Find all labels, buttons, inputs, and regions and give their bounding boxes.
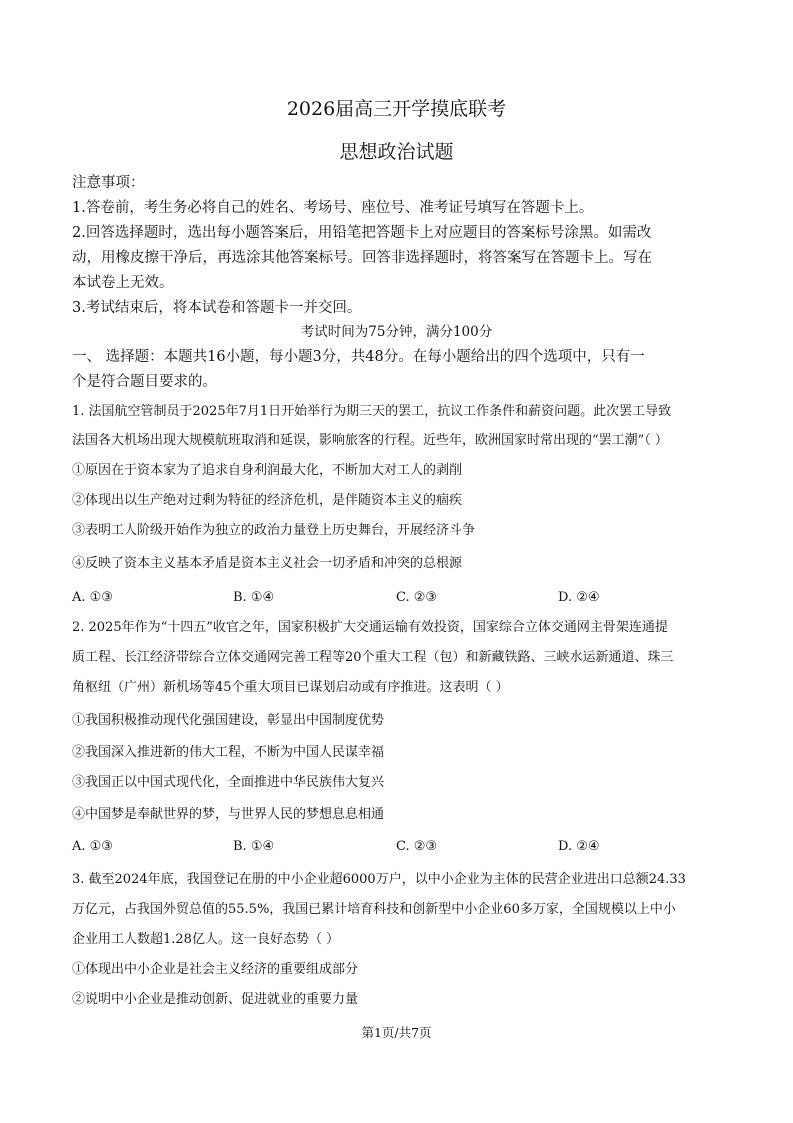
question-2-stem: 2. 2025年作为“十四五”收官之年，国家积极扩大交通运输有效投资，国家综合立体交通网主骨架连通提: [72, 620, 668, 635]
notice-item: 3.考试结束后，将本试卷和答题卡一并交回。: [72, 300, 362, 316]
question-1-statement: ④反映了资本主义基本矛盾是资本主义社会一切矛盾和冲突的总根源: [72, 556, 463, 571]
question-3-stem: 企业用工人数超1.28亿人。这一良好态势（ ）: [72, 932, 340, 947]
subject-title: 思想政治试题: [339, 141, 454, 163]
question-1-statement: ③表明工人阶级开始作为独立的政治力量登上历史舞台，开展经济斗争: [72, 523, 476, 538]
question-1-option-c: C. ②③: [396, 590, 438, 605]
question-2-option-a: A. ①③: [72, 839, 113, 854]
question-1-stem: 法国各大机场出现大规模航班取消和延误，影响旅客的行程。近些年，欧洲国家时常出现的“罢工潮”（ ）: [72, 433, 668, 448]
question-2-statement: ②我国深入推进新的伟大工程，不断为中国人民谋幸福: [72, 745, 385, 760]
exam-info: 考试时间为75分钟，满分100分: [300, 324, 493, 340]
question-3-statement: ①体现出中小企业是社会主义经济的重要组成部分: [72, 962, 359, 977]
page-number: 第1页/共7页: [361, 1025, 432, 1040]
notice-item: 1.答卷前，考生务必将自己的姓名、考场号、座位号、准考证号填写在答题卡上。: [72, 200, 594, 216]
question-2-statement: ④中国梦是奉献世界的梦，与世界人民的梦想息息相通: [72, 807, 385, 822]
question-1-option-d: D. ②④: [558, 590, 600, 605]
question-1-option-a: A. ①③: [72, 590, 113, 605]
notice-item: 本试卷上无效。: [72, 275, 174, 291]
question-1-option-b: B. ①④: [233, 590, 275, 605]
question-2-statement: ①我国积极推动现代化强国建设，彰显出中国制度优势: [72, 713, 385, 728]
question-3-stem: 3. 截至2024年底，我国登记在册的中小企业超6000万户，以中小企业为主体的民营企业进出口总额24.33: [72, 872, 686, 887]
question-2-stem: 质工程、长江经济带综合立体交通网完善工程等20个重大工程（包）和新藏铁路、三峡水运新通道、珠三: [72, 650, 674, 665]
question-2-option-b: B. ①④: [233, 839, 275, 854]
question-2-stem: 角枢纽（广州）新机场等45个重大项目已谋划启动或有序推进。这表明（ ）: [72, 680, 509, 695]
question-2-statement: ③我国正以中国式现代化，全面推进中华民族伟大复兴: [72, 775, 385, 790]
question-1-statement: ②体现出以生产绝对过剩为特征的经济危机，是伴随资本主义的痼疾: [72, 493, 463, 508]
question-3-stem: 万亿元，占我国外贸总值的55.5%，我国已累计培育科技和创新型中小企业60多万家，全国规模以上中小: [72, 902, 676, 917]
question-2-option-d: D. ②④: [558, 839, 600, 854]
question-1-statement: ①原因在于资本家为了追求自身利润最大化，不断加大对工人的剥削: [72, 463, 463, 478]
section-heading: 一、 选择题：本题共16小题，每小题3分，共48分。在每小题给出的四个选项中，只有一: [72, 349, 645, 365]
notice-item: 动，用橡皮擦干净后，再选涂其他答案标号。回答非选择题时，将答案写在答题卡上。写在: [72, 250, 652, 266]
question-1-stem: 1. 法国航空管制员于2025年7月1日开始举行为期三天的罢工，抗议工作条件和薪资问题。此次罢工导致: [72, 404, 672, 419]
exam-title: 2026届高三开学摸底联考: [286, 98, 507, 120]
question-3-statement: ②说明中小企业是推动创新、促进就业的重要力量: [72, 992, 359, 1007]
notice-item: 2.回答选择题时，选出每小题答案后，用铅笔把答题卡上对应题目的答案标号涂黑。如需改: [72, 225, 652, 241]
notice-heading: 注意事项：: [72, 175, 145, 191]
question-2-option-c: C. ②③: [396, 839, 438, 854]
section-heading-cont: 个是符合题目要求的。: [72, 374, 217, 390]
